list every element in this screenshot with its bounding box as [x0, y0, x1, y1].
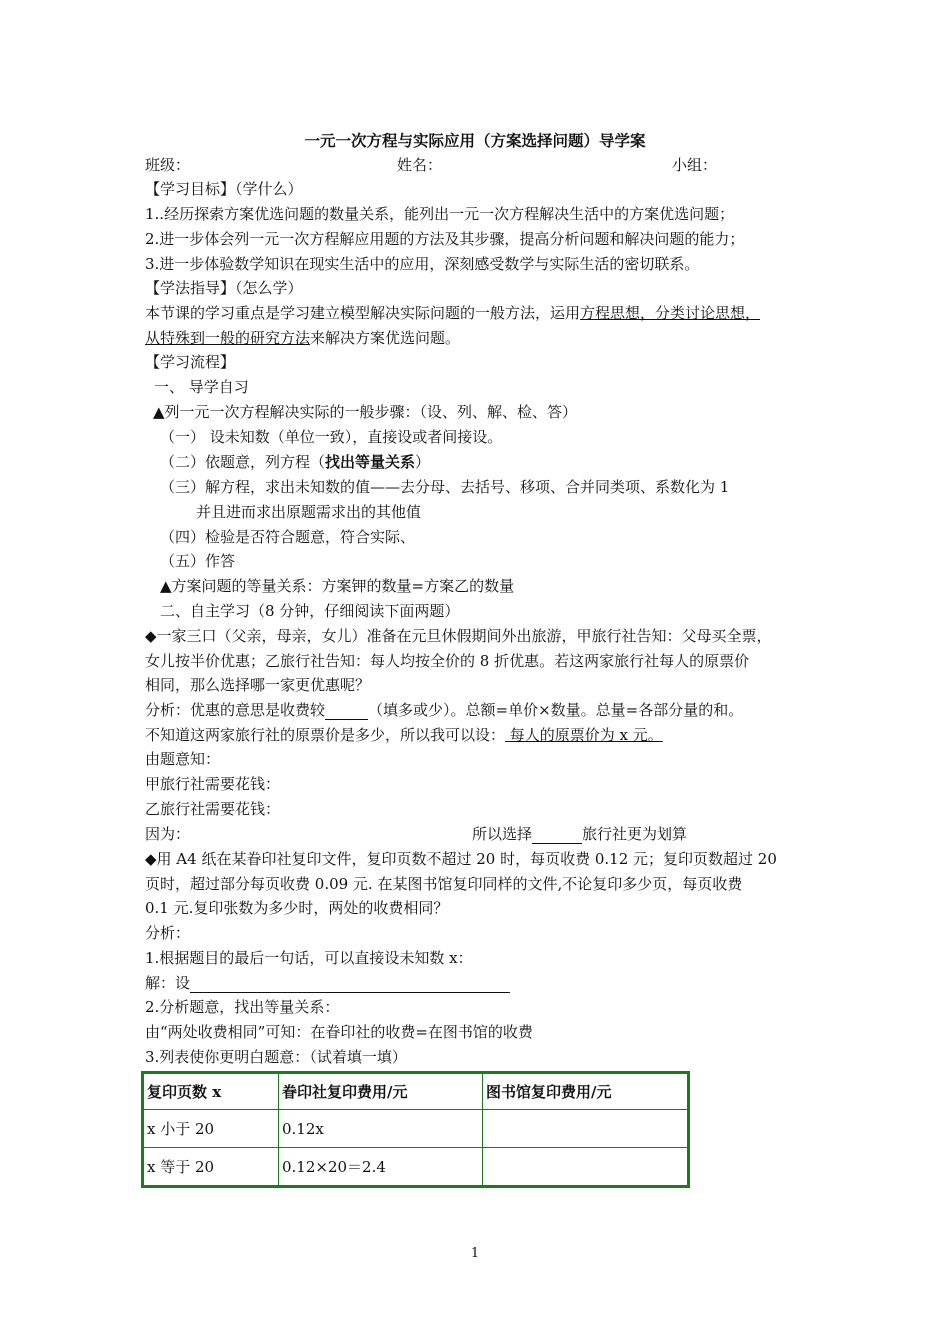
problem-1-line-2: 女儿按半价优惠；乙旅行社告知：每人均按全价的 8 折优惠。若这两家旅行社每人的原票价 [145, 652, 750, 670]
step-2-bold: 找出等量关系 [325, 453, 416, 471]
goal-item-1: 1..经历探索方案优选问题的数量关系，能列出一元一次方程解决生活中的方案优选问题； [145, 205, 735, 223]
goal-item-3: 3.进一步体验数学知识在现实生活中的应用，深刻感受数学与实际生活的密切联系。 [145, 255, 700, 273]
conclusion-text: 所以选择 [472, 825, 533, 843]
problem-2-step-3: 3.列表使你更明白题意：（试着填一填） [145, 1048, 407, 1066]
analysis-text-3: 不知道这两家旅行社的原票价是多少，所以我可以设： [145, 726, 506, 744]
table-header-pages: 复印页数 x [143, 1073, 279, 1110]
unknown-definition: 每人的原票价为 x 元。 [505, 726, 663, 744]
method-line-1 [145, 303, 760, 325]
step-3-cont: 并且进而求出原题需求出的其他值 [196, 503, 422, 521]
step-2-text: （二）依题意，列方程（ [160, 453, 326, 471]
step-2 [160, 452, 430, 474]
equal-relation: ▲方案问题的等量关系：方案钾的数量=方案乙的数量 [160, 577, 515, 595]
table-cell: 0.12x [279, 1110, 483, 1148]
step-1: （一） 设未知数（单位一致），直接设或者间接设。 [160, 428, 503, 446]
method-underlined-2: 从特殊到一般的研究方法 [145, 329, 311, 347]
steps-title: ▲列一元一次方程解决实际的一般步骤：（设、列、解、检、答） [153, 403, 578, 421]
table-header-print-shop: 眷印社复印费用/元 [279, 1073, 483, 1110]
table-row [143, 1148, 689, 1187]
analysis-text-2: （填多或少）。总额=单价×数量。总量=各部分量的和。 [368, 701, 744, 719]
table-cell: 0.12×20＝2.4 [279, 1148, 483, 1187]
step-4: （四）检验是否符合题意，符合实际、 [160, 528, 416, 546]
step-2-close: ） [415, 453, 431, 471]
page-number: 1 [470, 1246, 480, 1261]
problem-2-step-1: 1.根据题目的最后一句话，可以直接设未知数 x： [145, 949, 473, 967]
part-two-heading: 二、自主学习（8 分钟，仔细阅读下面两题） [160, 602, 460, 620]
method-text-2: 来解决方案优选问题。 [310, 329, 461, 347]
agency-a-cost-label: 甲旅行社需要花钱： [145, 775, 281, 793]
problem-2-analysis: 分析： [145, 924, 191, 942]
solution-line [145, 973, 510, 995]
method-underlined: 方程思想，分类讨论思想， [580, 304, 761, 322]
fee-table [141, 1071, 690, 1188]
name-label: 姓名： [397, 156, 443, 174]
page-title: 一元一次方程与实际应用（方案选择问题）导学案 [304, 131, 646, 150]
table-header-row [143, 1073, 689, 1110]
class-label: 班级： [145, 156, 191, 174]
table-row [143, 1110, 689, 1148]
fill-blank-more-less[interactable] [325, 703, 368, 720]
fill-blank-unknown[interactable] [190, 976, 510, 993]
problem-1-line-3: 相同，那么选择哪一家更优惠呢？ [145, 676, 371, 694]
fill-blank-agency[interactable] [532, 827, 582, 844]
step-5: （五）作答 [160, 552, 236, 570]
problem-2-relation: 由“两处收费相同”可知：在眷印社的收费=在图书馆的收费 [145, 1023, 533, 1041]
group-label: 小组： [672, 156, 718, 174]
analysis-text: 分析：优惠的意思是收费较 [145, 701, 326, 719]
table-cell: x 小于 20 [143, 1110, 279, 1148]
analysis-line-2 [145, 725, 663, 747]
agency-b-cost-label: 乙旅行社需要花钱： [145, 800, 281, 818]
conclusion-text-2: 旅行社更为划算 [582, 825, 688, 843]
table-cell-fill[interactable] [483, 1148, 689, 1187]
goals-heading: 【学习目标】（学什么） [145, 180, 303, 198]
table-cell: x 等于 20 [143, 1148, 279, 1187]
problem-2-line-1: ◆用 A4 纸在某眷印社复印文件，复印页数不超过 20 时，每页收费 0.12 元；复印页数超过 20 [145, 850, 777, 868]
problem-2-step-2: 2.分析题意，找出等量关系： [145, 998, 340, 1016]
step-3: （三）解方程，求出未知数的值——去分母、去括号、移项、合并同类项、系数化为 1 [160, 478, 730, 496]
method-line-2 [145, 328, 460, 350]
analysis-line-1 [145, 700, 743, 722]
process-heading: 【学习流程】 [145, 353, 236, 371]
solution-label: 解：设 [145, 974, 191, 992]
method-heading: 【学法指导】（怎么学） [145, 279, 303, 297]
part-one-heading: 一、 导学自习 [154, 378, 249, 396]
problem-2-line-3: 0.1 元.复印张数为多少时，两处的收费相同？ [145, 899, 449, 917]
analysis-line-3: 由题意知： [145, 750, 221, 768]
goal-item-2: 2.进一步体会列一元一次方程解应用题的方法及其步骤，提高分析问题和解决问题的能力； [145, 230, 745, 248]
problem-2-line-2: 页时，超过部分每页收费 0.09 元. 在某图书馆复印同样的文件,不论复印多少页，每页收费 [145, 875, 743, 893]
because-label: 因为： [145, 825, 191, 843]
method-text: 本节课的学习重点是学习建立模型解决实际问题的一般方法，运用 [145, 304, 581, 322]
table-cell-fill[interactable] [483, 1110, 689, 1148]
conclusion-line [472, 824, 687, 846]
table-header-library: 图书馆复印费用/元 [483, 1073, 689, 1110]
problem-1-line-1: ◆一家三口（父亲，母亲，女儿）准备在元旦休假期间外出旅游，甲旅行社告知：父母买全票， [145, 627, 772, 645]
